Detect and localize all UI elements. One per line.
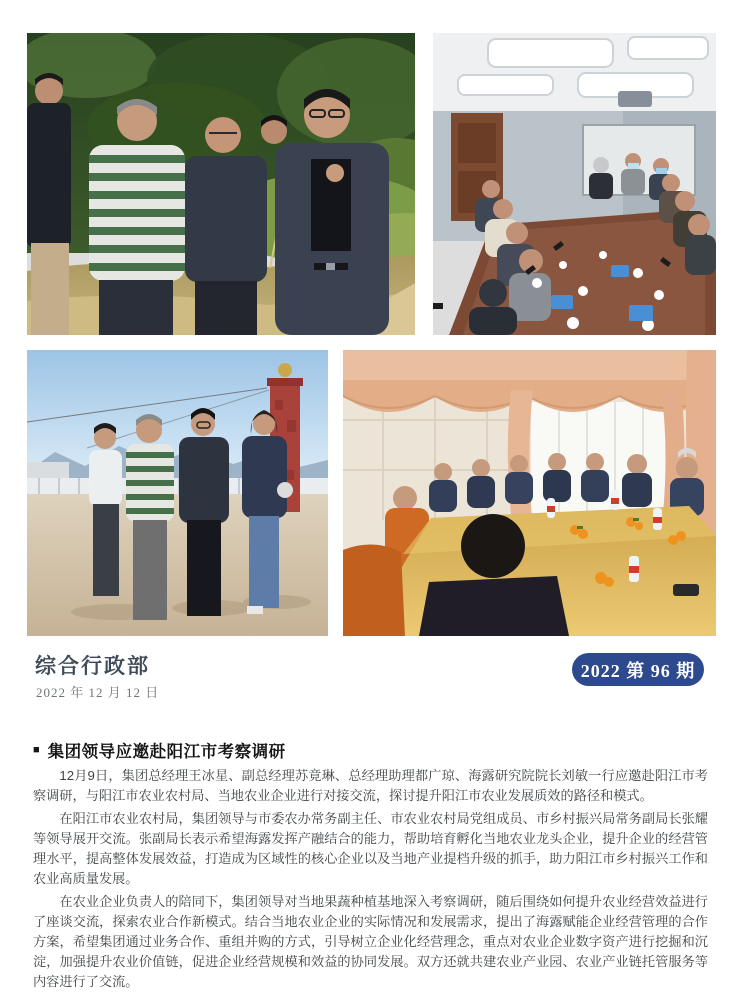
department-title: 综合行政部 (35, 654, 150, 678)
article-body (33, 766, 708, 995)
photo-outdoor-gate-group (27, 350, 328, 636)
photo-banquet-room-illustration (343, 350, 716, 636)
photo-meeting-room-conference (433, 33, 716, 335)
photo-outdoor-field-illustration (27, 33, 415, 335)
square-bullet-icon: ■ (33, 743, 40, 756)
photo-outdoor-field-group (27, 33, 415, 335)
issue-number-badge: 2022 第 96 期 (572, 653, 704, 686)
photo-banquet-room-discussion (343, 350, 716, 636)
article-paragraph: 在阳江市农业农村局，集团领导与市委农办常务副主任、市农业农村局党组成员、市乡村振兴局常务副局长张耀等领导展开交流。张副局长表示希望海露发挥产融结合的能力，帮助培育孵化当地农业龙头企业，提升企业的经营管理水平，提高整体发展效益，打造成为区域性的核心企业以及当地产业提档升级的抓手，助力阳江市乡村振兴工作和农业高质量发展。 (33, 811, 708, 886)
photo-outdoor-gate-illustration (27, 350, 328, 636)
article-paragraph: 在农业企业负责人的陪同下，集团领导对当地果蔬种植基地深入考察调研，随后围绕如何提升农业经营效益进行了座谈交流，探索农业合作新模式。结合当地农业企业的实际情况和发展需求，提出了海露赋能企业经营管理的合作方案，希望集团通过业务合作、重组并购的方式，引导树立企业化经营理念，重点对农业企业数字资产进行挖掘和沉淀，加强提升农业价值链，促进企业经营规模和效益的协同发展。双方还就共建农业产业园、农业产业链托管服务等内容进行了交流。 (33, 894, 708, 989)
photo-meeting-room-illustration (433, 33, 716, 335)
article-paragraph: 12月9日，集团总经理王冰星、副总经理苏竟琳、总经理助理都广琼、海露研究院院长刘敏一行应邀赴阳江市考察调研，与阳江市农业农村局、当地农业企业进行对接交流，探讨提升阳江市农业发展质效的路径和模式。 (33, 768, 708, 803)
issue-date: 2022 年 12 月 12 日 (36, 685, 160, 700)
article-headline (33, 738, 286, 762)
article-title: 集团领导应邀赴阳江市考察调研 (47, 743, 286, 761)
